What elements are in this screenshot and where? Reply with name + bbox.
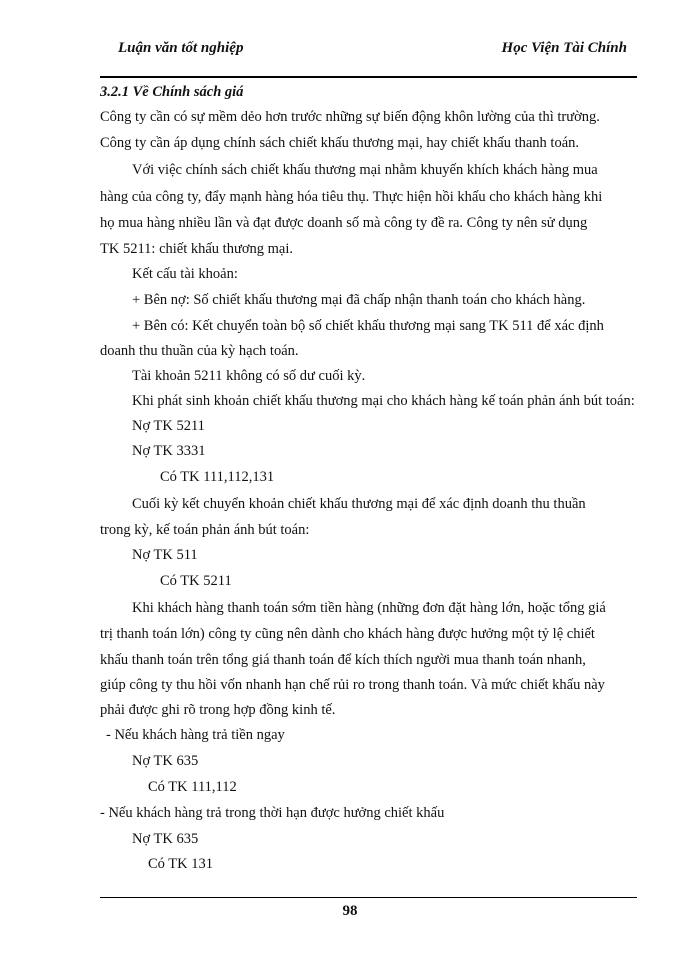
text-line: - Nếu khách hàng trả tiền ngay [106, 727, 285, 743]
text-line: Nợ TK 5211 [132, 418, 205, 434]
text-line: Kết cấu tài khoản: [132, 266, 238, 282]
text-line: Nợ TK 635 [132, 831, 199, 847]
text-line: doanh thu thuần của kỳ hạch toán. [100, 343, 299, 359]
text-line: + Bên nợ: Số chiết khấu thương mại đã chấp nhận thanh toán cho khách hàng. [132, 292, 586, 308]
text-line: Công ty cần áp dụng chính sách chiết khấu thương mại, hay chiết khấu thanh toán. [100, 135, 580, 151]
header-divider [100, 76, 637, 78]
text-line: Có TK 131 [148, 856, 213, 872]
text-line: Công ty cần có sự mềm dẻo hơn trước những sự biến động khôn lường của thì trường. [100, 109, 600, 125]
footer-divider [100, 897, 637, 898]
header-institution-label: Học Viện Tài Chính [501, 40, 627, 56]
text-line: giúp công ty thu hồi vốn nhanh hạn chế rủi ro trong thanh toán. Và mức chiết khấu này [100, 677, 605, 693]
text-line: hàng của công ty, đẩy mạnh hàng hóa tiêu thụ. Thực hiện hồi khấu cho khách hàng khi [100, 189, 603, 205]
text-line: Khi phát sinh khoản chiết khấu thương mại cho khách hàng kế toán phản ánh bút toán: [132, 393, 635, 409]
text-line: Cuối kỳ kết chuyển khoản chiết khấu thương mại để xác định doanh thu thuần [132, 496, 586, 512]
text-line: Với việc chính sách chiết khấu thương mại nhằm khuyến khích khách hàng mua [132, 162, 598, 178]
page-number: 98 [342, 903, 358, 919]
text-line: + Bên có: Kết chuyển toàn bộ số chiết khấu thương mại sang TK 511 để xác định [132, 318, 604, 334]
text-line: Nợ TK 3331 [132, 443, 206, 459]
text-line: - Nếu khách hàng trả trong thời hạn được hưởng chiết khấu [100, 805, 445, 821]
text-line: Có TK 111,112 [148, 779, 237, 795]
text-line: phải được ghi rõ trong hợp đồng kinh tế. [100, 702, 336, 718]
text-line: TK 5211: chiết khấu thương mại. [100, 241, 293, 257]
text-line: trong kỳ, kế toán phản ánh bút toán: [100, 522, 310, 538]
page-header [100, 38, 637, 62]
header-thesis-label: Luận văn tốt nghiệp [118, 40, 244, 56]
text-line: khấu thanh toán trên tổng giá thanh toán để kích thích người mua thanh toán nhanh, [100, 652, 586, 668]
text-line: trị thanh toán lớn) công ty cũng nên dành cho khách hàng được hưởng một tỷ lệ chiết [100, 626, 595, 642]
text-line: Tài khoản 5211 không có số dư cuối kỳ. [132, 368, 366, 384]
text-line: Có TK 111,112,131 [160, 469, 275, 485]
text-line: Khi khách hàng thanh toán sớm tiền hàng (những đơn đặt hàng lớn, hoặc tổng giá [132, 600, 606, 616]
text-line: Nợ TK 635 [132, 753, 199, 769]
text-line: Nợ TK 511 [132, 547, 198, 563]
text-line: Có TK 5211 [160, 573, 232, 589]
text-line: họ mua hàng nhiều lần và đạt được doanh số mà công ty đề ra. Công ty nên sử dụng [100, 215, 588, 231]
section-heading: 3.2.1 Về Chính sách giá [100, 84, 244, 100]
